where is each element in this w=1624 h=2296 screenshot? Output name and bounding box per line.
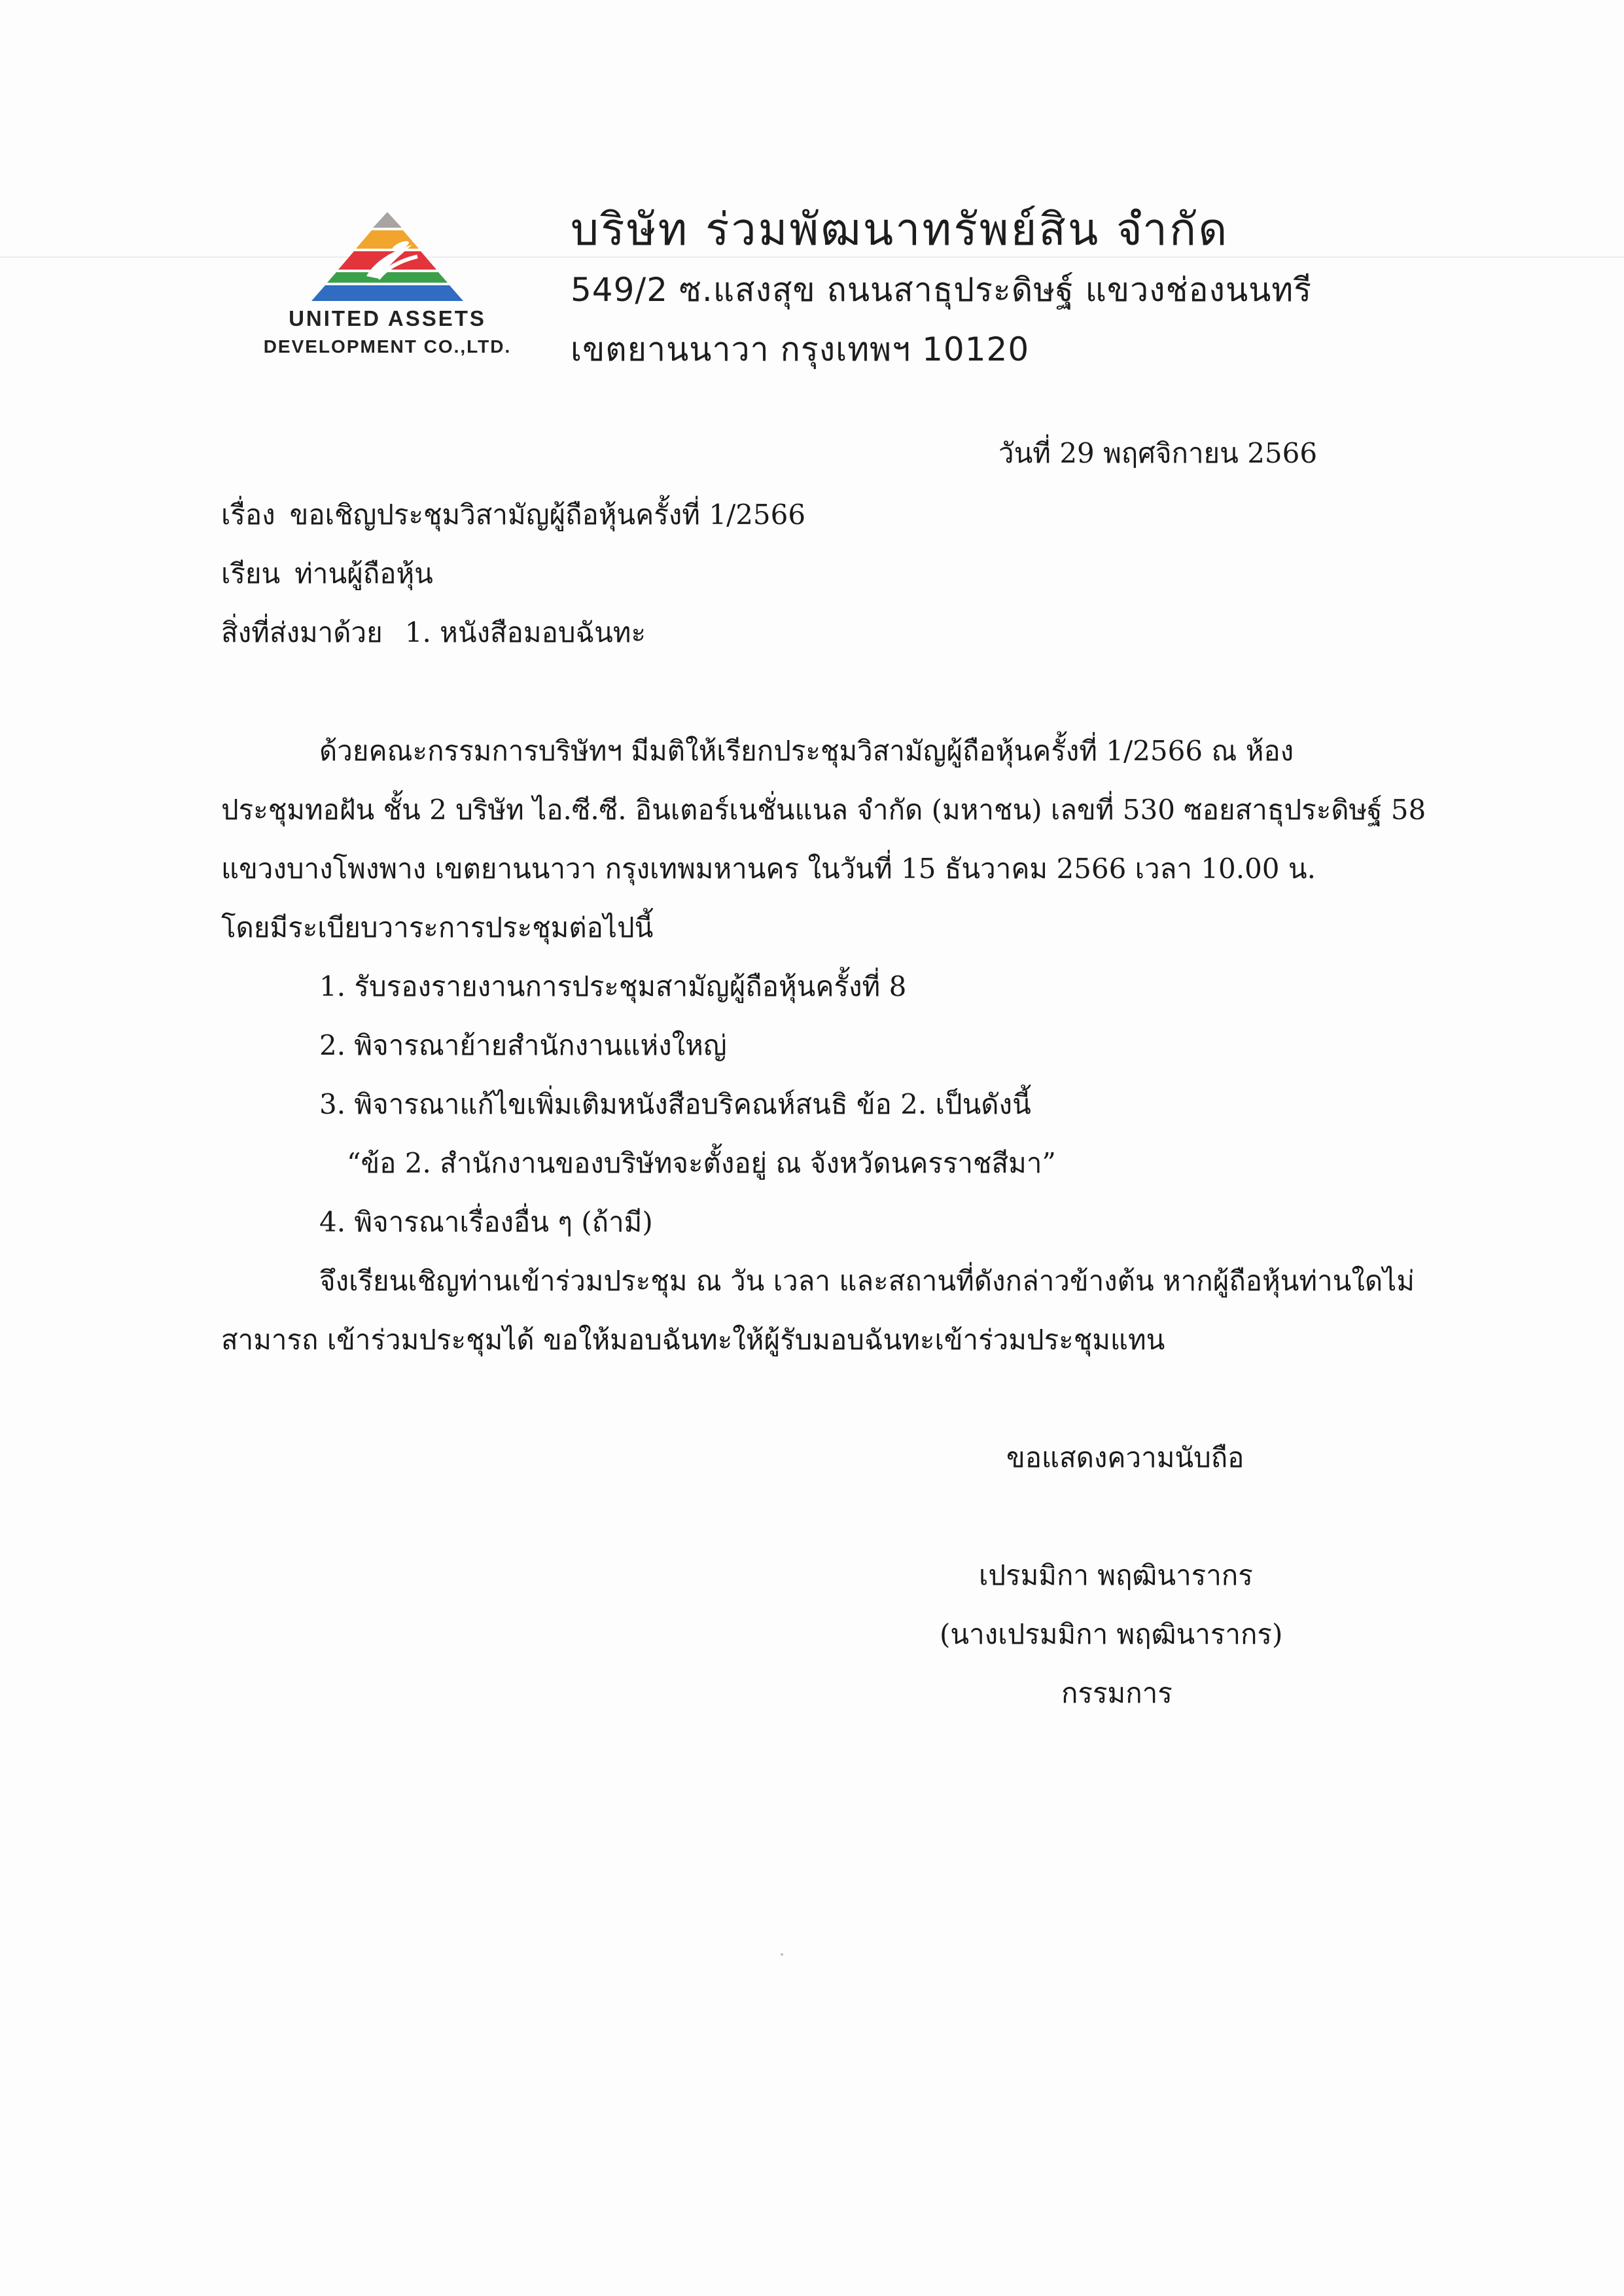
- recipient-text: ท่านผู้ถือหุ้น: [294, 557, 433, 590]
- agenda-item-3: 3. พิจารณาแก้ไขเพิ่มเติมหนังสือบริคณห์สนธิ ข้อ 2. เป็นดังนี้: [319, 1088, 1031, 1120]
- company-address-line-1: 549/2 ซ.แสงสุข ถนนสาธุประดิษฐ์ แขวงช่องนนทรี: [571, 271, 1313, 309]
- logo-line-2: DEVELOPMENT CO.,LTD.: [263, 336, 512, 357]
- scan-speck: [781, 1953, 783, 1956]
- company-address-line-2: เขตยานนาวา กรุงเทพฯ 10120: [571, 330, 1030, 368]
- agenda-item-1: 1. รับรองรายงานการประชุมสามัญผู้ถือหุ้นครั้งที่ 8: [319, 970, 907, 1002]
- subject-label: เรื่อง: [221, 499, 275, 531]
- recipient-row: [221, 557, 433, 590]
- signatory-title: กรรมการ: [1061, 1677, 1173, 1709]
- agenda-item-2: 2. พิจารณาย้ายสำนักงานแห่งใหญ่: [319, 1029, 727, 1061]
- signatory-name: (นางเปรมมิกา พฤฒินารากร): [940, 1618, 1283, 1650]
- agenda-item-3-quote: “ข้อ 2. สำนักงานของบริษัทจะตั้งอยู่ ณ จังหวัดนครราชสีมา”: [347, 1147, 1056, 1179]
- pyramid-logo-icon: [302, 208, 472, 306]
- company-logo: [243, 208, 531, 365]
- agenda-item-4: 4. พิจารณาเรื่องอื่น ๆ (ถ้ามี): [319, 1206, 653, 1238]
- conclusion-line-2: สามารถ เข้าร่วมประชุมได้ ขอให้มอบฉันทะให้ผู้รับมอบฉันทะเข้าร่วมประชุมแทน: [221, 1324, 1165, 1356]
- body-line-3: แขวงบางโพงพาง เขตยานนาวา กรุงเทพมหานคร ในวันที่ 15 ธันวาคม 2566 เวลา 10.00 น.: [221, 853, 1316, 885]
- body-line-1: ด้วยคณะกรรมการบริษัทฯ มีมติให้เรียกประชุมวิสามัญผู้ถือหุ้นครั้งที่ 1/2566 ณ ห้อง: [319, 735, 1294, 767]
- enclosure-label: สิ่งที่ส่งมาด้วย: [221, 616, 383, 648]
- enclosure-row: [221, 616, 646, 649]
- subject-row: [221, 499, 805, 531]
- body-line-2: ประชุมทอฝัน ชั้น 2 บริษัท ไอ.ซี.ซี. อินเตอร์เนชั่นแนล จำกัด (มหาชน) เลขที่ 530 ซอยสาธุประดิษฐ์ 58: [221, 794, 1426, 826]
- body-line-4: โดยมีระเบียบวาระการประชุมต่อไปนี้: [221, 911, 654, 944]
- letter-date: วันที่ 29 พฤศจิกายน 2566: [998, 437, 1318, 469]
- closing-text: ขอแสดงความนับถือ: [1006, 1441, 1244, 1474]
- recipient-label: เรียน: [221, 557, 281, 590]
- logo-line-1: UNITED ASSETS: [289, 306, 486, 330]
- signature: เปรมมิกา พฤฒินารากร: [979, 1559, 1253, 1591]
- company-name: บริษัท ร่วมพัฒนาทรัพย์สิน จำกัด: [571, 204, 1229, 256]
- enclosure-text: 1. หนังสือมอบฉันทะ: [404, 616, 646, 648]
- conclusion-line-1: จึงเรียนเชิญท่านเข้าร่วมประชุม ณ วัน เวลา และสถานที่ดังกล่าวข้างต้น หากผู้ถือหุ้นท่านใดไม่: [319, 1265, 1415, 1297]
- subject-text: ขอเชิญประชุมวิสามัญผู้ถือหุ้นครั้งที่ 1/2566: [289, 499, 806, 531]
